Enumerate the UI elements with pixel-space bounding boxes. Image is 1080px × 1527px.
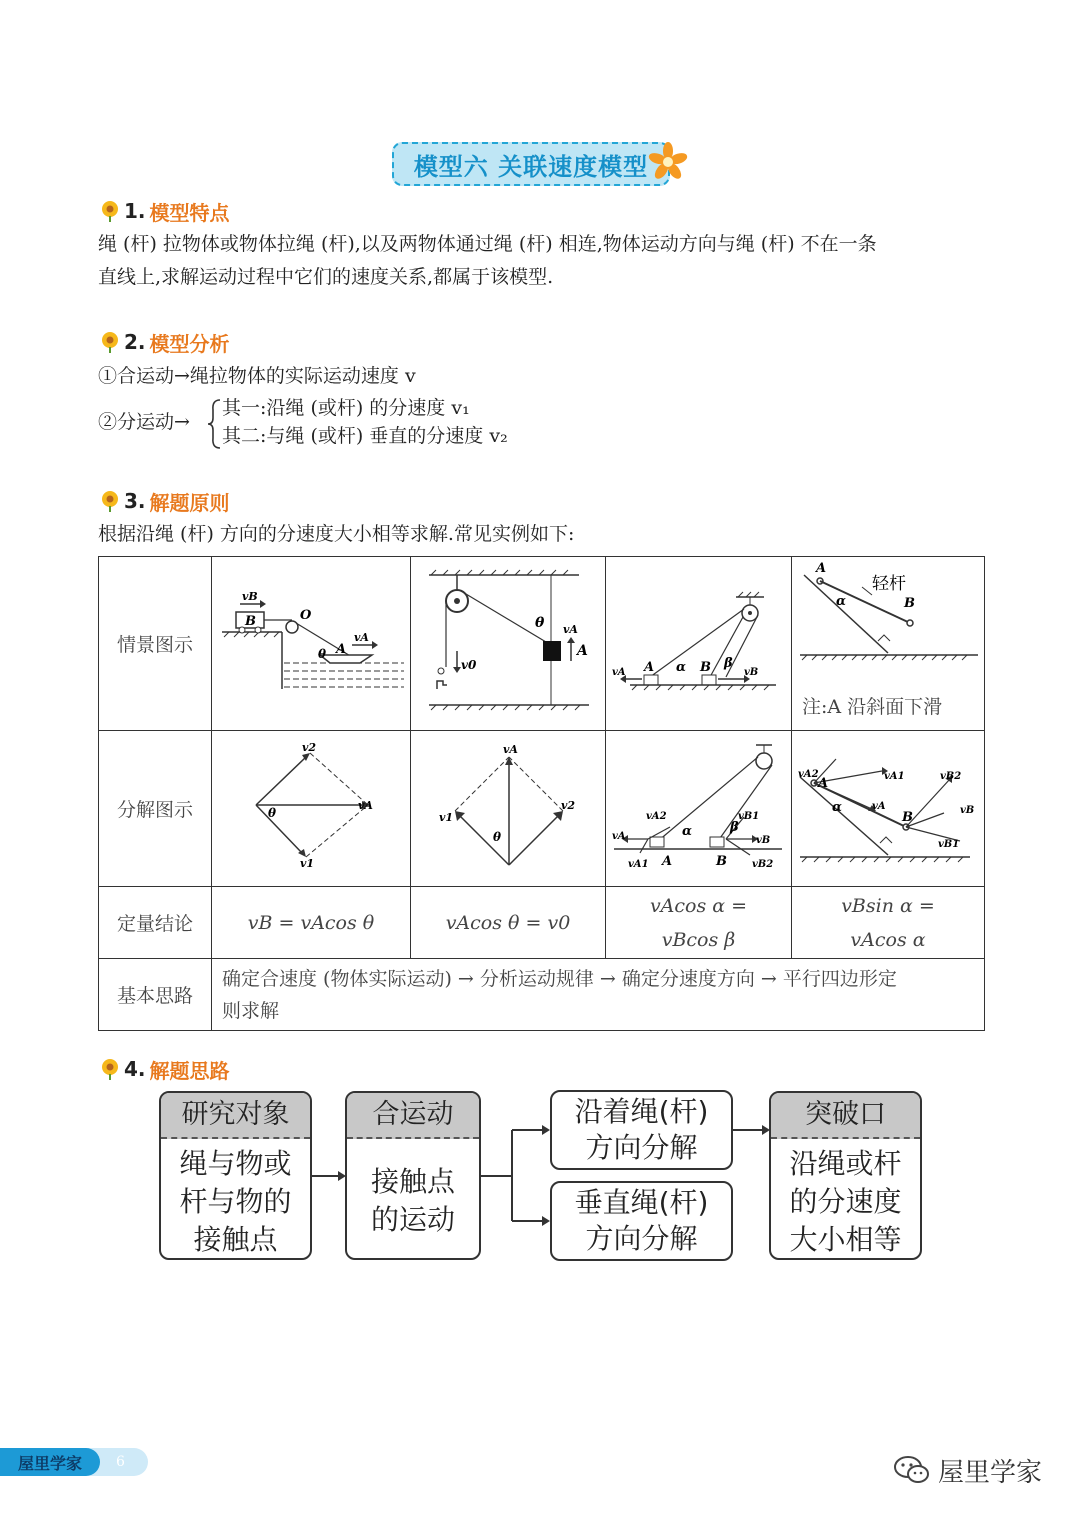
section-2-heading: 2. 模型分析 bbox=[100, 327, 230, 357]
svg-text:vB: vB bbox=[960, 805, 975, 816]
scene-pulley-block-diagram bbox=[411, 557, 606, 725]
svg-text:B: B bbox=[716, 854, 727, 869]
row-label: 情景图示 bbox=[99, 557, 212, 731]
flow-box-research-object: 研究对象 绳与物或 杆与物的 接触点 bbox=[159, 1091, 312, 1260]
svg-text:A: A bbox=[336, 642, 347, 657]
svg-text:vA: vA bbox=[354, 631, 369, 644]
decomp-sliders-diagram bbox=[606, 731, 792, 881]
scene-note: 注:A 沿斜面下滑 bbox=[802, 696, 943, 718]
svg-text:vA: vA bbox=[563, 623, 578, 636]
svg-text:vB: vB bbox=[756, 835, 771, 846]
svg-text:vB1: vB1 bbox=[938, 839, 960, 850]
svg-text:vA2: vA2 bbox=[798, 769, 819, 780]
section-2-item-2-prefix: ②分运动→ bbox=[98, 411, 190, 433]
svg-text:vB2: vB2 bbox=[940, 771, 962, 782]
watermark: 屋里学家 bbox=[892, 1450, 1042, 1490]
svg-text:α: α bbox=[682, 824, 693, 839]
flow-box-along-rope: 沿着绳(杆) 方向分解 bbox=[550, 1090, 733, 1170]
scene-diagram-4 bbox=[792, 557, 985, 731]
svg-text:vA1: vA1 bbox=[884, 771, 905, 782]
svg-text:A: A bbox=[577, 643, 588, 659]
scene-cart-boat-diagram bbox=[212, 557, 411, 725]
svg-text:A: A bbox=[644, 660, 655, 675]
svg-text:α: α bbox=[832, 800, 843, 815]
page-number: 6 bbox=[116, 1454, 125, 1470]
svg-text:θ: θ bbox=[318, 647, 327, 661]
sunflower-icon bbox=[100, 490, 120, 512]
section-4-heading: 4. 解题思路 bbox=[100, 1054, 230, 1084]
footer-brand: 屋里学家 bbox=[0, 1448, 100, 1476]
section-2-item-1: ①合运动→绳拉物体的实际运动速度 v bbox=[98, 365, 416, 387]
svg-text:B: B bbox=[700, 660, 711, 675]
svg-text:v1: v1 bbox=[300, 857, 315, 870]
svg-text:轻杆: 轻杆 bbox=[872, 574, 906, 594]
sunflower-icon bbox=[100, 331, 120, 353]
flow-box-combined-motion: 合运动 接触点 的运动 bbox=[345, 1091, 481, 1260]
table-row bbox=[99, 959, 985, 1031]
svg-text:A: A bbox=[662, 854, 673, 869]
flower-icon bbox=[648, 138, 690, 184]
svg-text:vA: vA bbox=[358, 799, 373, 812]
section-2-item-2-branches: 其一:沿绳 (或杆) 的分速度 v₁ 其二:与绳 (或杆) 垂直的分速度 v₂ bbox=[222, 397, 508, 447]
svg-text:θ: θ bbox=[535, 615, 545, 631]
scene-rod-incline-diagram bbox=[792, 557, 985, 725]
scene-diagram-1 bbox=[212, 557, 411, 731]
row-label: 定量结论 bbox=[99, 887, 212, 959]
svg-text:vA2: vA2 bbox=[646, 811, 667, 822]
row-label: 基本思路 bbox=[99, 959, 212, 1031]
row-label: 分解图示 bbox=[99, 731, 212, 887]
decomp-diagram-2 bbox=[411, 731, 606, 887]
svg-text:vA: vA bbox=[872, 801, 886, 812]
svg-text:vA: vA bbox=[612, 831, 626, 842]
svg-text:α: α bbox=[676, 660, 687, 675]
section-3-heading: 3. 解题原则 bbox=[100, 486, 230, 516]
scene-two-sliders-diagram bbox=[606, 557, 792, 725]
svg-text:α: α bbox=[836, 594, 847, 609]
sunflower-icon bbox=[100, 200, 120, 222]
section-1-text: 绳 (杆) 拉物体或物体拉绳 (杆),以及两物体通过绳 (杆) 相连,物体运动方向与绳 (杆) 不在一条 直线上,求解运动过程中它们的速度关系,都属于该模型. bbox=[98, 233, 877, 288]
brace-icon bbox=[206, 398, 222, 450]
svg-text:vB: vB bbox=[242, 590, 258, 603]
decomp-diagram-3 bbox=[606, 731, 792, 887]
table-row bbox=[99, 887, 985, 959]
idea-cell: 确定合速度 (物体实际运动) → 分析运动规律 → 确定分速度方向 → 平行四边形定 则求解 bbox=[212, 959, 985, 1031]
decomp-rhombus-diagram-1 bbox=[212, 731, 411, 881]
svg-text:B: B bbox=[904, 596, 915, 611]
svg-text:A: A bbox=[816, 561, 827, 576]
svg-text:vA1: vA1 bbox=[628, 859, 649, 870]
flow-box-breakthrough: 突破口 沿绳或杆 的分速度 大小相等 bbox=[769, 1091, 922, 1260]
result-cell: vB = vAcos θ bbox=[212, 887, 411, 959]
svg-text:vB1: vB1 bbox=[738, 811, 760, 822]
decomp-diagram-4 bbox=[792, 731, 985, 887]
sunflower-icon bbox=[100, 1058, 120, 1080]
svg-text:v1: v1 bbox=[439, 811, 454, 824]
scene-diagram-3 bbox=[606, 557, 792, 731]
table-row bbox=[99, 731, 985, 887]
svg-text:O: O bbox=[300, 608, 312, 623]
table-row bbox=[99, 557, 985, 731]
svg-text:vA: vA bbox=[612, 667, 626, 678]
decomp-rhombus-diagram-2 bbox=[411, 731, 606, 881]
svg-text:vB: vB bbox=[744, 667, 759, 678]
svg-text:vB2: vB2 bbox=[752, 859, 774, 870]
scene-diagram-2 bbox=[411, 557, 606, 731]
decomp-rod-incline-diagram bbox=[792, 731, 985, 881]
svg-text:θ: θ bbox=[268, 806, 277, 820]
decomp-diagram-1 bbox=[212, 731, 411, 887]
result-cell: vAcos α = vBcos β bbox=[606, 887, 792, 959]
examples-table bbox=[98, 556, 985, 1031]
svg-text:A: A bbox=[818, 776, 829, 791]
section-3-intro: 根据沿绳 (杆) 方向的分速度大小相等求解.常见实例如下: bbox=[98, 523, 575, 545]
page-title: 模型六 关联速度模型 bbox=[413, 152, 649, 181]
svg-text:β: β bbox=[724, 656, 733, 671]
svg-text:B: B bbox=[902, 810, 913, 825]
result-cell: vBsin α = vAcos α bbox=[792, 887, 985, 959]
svg-text:θ: θ bbox=[493, 830, 502, 844]
section-1-heading: 1. 模型特点 bbox=[100, 196, 230, 226]
svg-text:v2: v2 bbox=[302, 741, 317, 754]
svg-text:B: B bbox=[245, 614, 256, 629]
svg-text:vA: vA bbox=[503, 743, 518, 756]
wechat-icon bbox=[892, 1453, 932, 1487]
flow-box-perpendicular-rope: 垂直绳(杆) 方向分解 bbox=[550, 1181, 733, 1261]
page-title-box bbox=[392, 142, 670, 186]
svg-text:v2: v2 bbox=[561, 799, 576, 812]
svg-text:β: β bbox=[730, 820, 739, 835]
result-cell: vAcos θ = v0 bbox=[411, 887, 606, 959]
svg-text:v0: v0 bbox=[461, 658, 477, 672]
